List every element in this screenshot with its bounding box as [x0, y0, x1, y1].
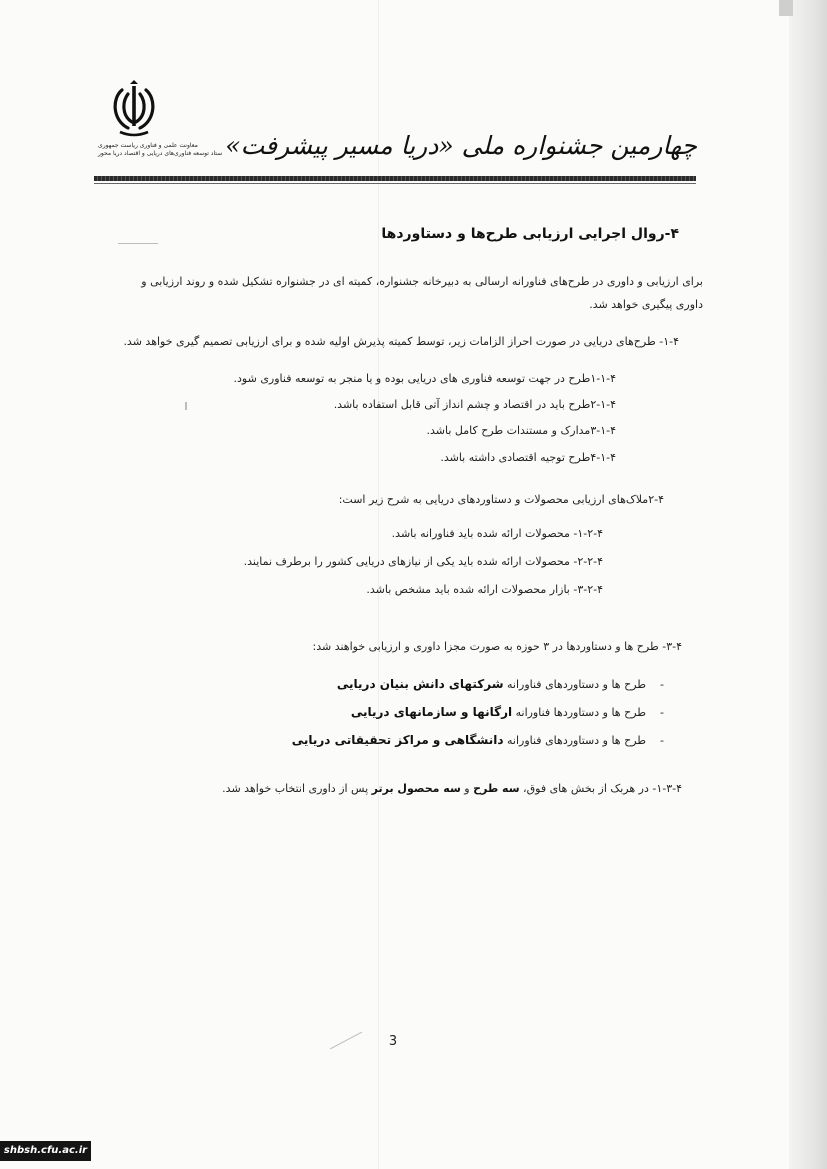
- intro-paragraph-line-2: داوری پیگیری خواهد شد.: [589, 298, 703, 311]
- requirement-item: ۱-۱-۴طرح در جهت توسعه فناوری های دریایی بوده و یا منجر به توسعه فناوری شود.: [233, 372, 616, 385]
- iran-emblem-icon: [106, 80, 162, 140]
- scan-noise: [118, 243, 158, 244]
- bullet-dash: -: [660, 734, 664, 747]
- selection-rule-text: و: [464, 782, 470, 795]
- selection-rule-bold: سه طرح: [473, 782, 520, 795]
- scan-artifact: [779, 0, 793, 16]
- scan-noise: [330, 1032, 362, 1050]
- criteria-item: ۲-۲-۴- محصولات ارائه شده باید یکی از نیازهای دریایی کشور را برطرف نمایند.: [243, 555, 603, 568]
- category-bullet: [144, 702, 664, 723]
- scan-shadow-edge: [789, 0, 827, 1169]
- category-bullet: [144, 674, 664, 695]
- bullet-text: طرح ها و دستاوردهای فناورانه: [507, 734, 647, 747]
- selection-rule-text: پس از داوری انتخاب خواهد شد.: [222, 782, 369, 795]
- bullet-bold-text: دانشگاهی و مراکز تحقیقاتی دریایی: [291, 733, 504, 747]
- intro-paragraph-line-1: برای ارزیابی و داوری در طرح‌های فناورانه ارسالی به دبیرخانه جشنواره، کمیته ای در جشنواره تشکیل شده و روند ارزیابی و: [141, 275, 703, 288]
- selection-rule: [82, 779, 682, 799]
- bullet-dash: -: [660, 678, 664, 691]
- selection-rule-text: ۱-۳-۴- در هربک از بخش های فوق،: [523, 782, 682, 795]
- subsection-4-1-title: ۱-۴- طرح‌های دریایی در صورت احراز الزامات زیر، توسط کمیته پذیرش اولیه شده و برای ارزیابی تصمیم گیری خواهد شد.: [123, 335, 679, 348]
- emblem-block: [98, 80, 223, 170]
- subsection-4-3-title: ۳-۴- طرح ها و دستاوردها در ۳ حوزه به صورت مجزا داوری و ارزیابی خواهند شد:: [312, 640, 682, 653]
- bullet-text: طرح ها و دستاوردها فناورانه: [515, 706, 647, 719]
- requirement-item: ۴-۱-۴طرح توجیه اقتصادی داشته باشد.: [440, 451, 616, 464]
- page-number: 3: [388, 1034, 398, 1049]
- subsection-4-2-title: ۲-۴ملاک‌های ارزیابی محصولات و دستاوردهای دریایی به شرح زیر است:: [338, 493, 664, 506]
- section-heading: ۴-روال اجرایی ارزیابی طرح‌ها و دستاوردها: [381, 226, 679, 242]
- footer-watermark: shbsh.cfu.ac.ir: [0, 1141, 91, 1161]
- requirement-item: ۳-۱-۴مدارک و مستندات طرح کامل باشد.: [426, 424, 616, 437]
- org-name-line-2: ستاد توسعه فناوری‌های دریایی و اقتصاد دریا محور: [98, 150, 223, 157]
- festival-title: چهارمین جشنواره ملی «دریا مسیر پیشرفت»: [225, 131, 697, 160]
- header-divider-thin: [94, 183, 696, 184]
- org-name-line-1: معاونت علمی و فناوری ریاست جمهوری: [98, 142, 198, 149]
- bullet-bold-text: ارگانها و سازمانهای دریایی: [350, 705, 513, 719]
- bullet-text: طرح ها و دستاوردهای فناورانه: [507, 678, 647, 691]
- category-bullet: [144, 730, 664, 751]
- criteria-item: ۳-۲-۴- بازار محصولات ارائه شده باید مشخص باشد.: [366, 583, 603, 596]
- requirement-item: ۲-۱-۴طرح باید در اقتصاد و چشم انداز آتی قابل استفاده باشد.: [333, 398, 616, 411]
- criteria-item: ۱-۲-۴- محصولات ارائه شده باید فناورانه باشد.: [391, 527, 603, 540]
- bullet-bold-text: شرکتهای دانش بنیان دریایی: [336, 677, 504, 691]
- bullet-dash: -: [660, 706, 664, 719]
- header-divider: [94, 176, 696, 181]
- selection-rule-bold: سه محصول برتر: [371, 782, 461, 795]
